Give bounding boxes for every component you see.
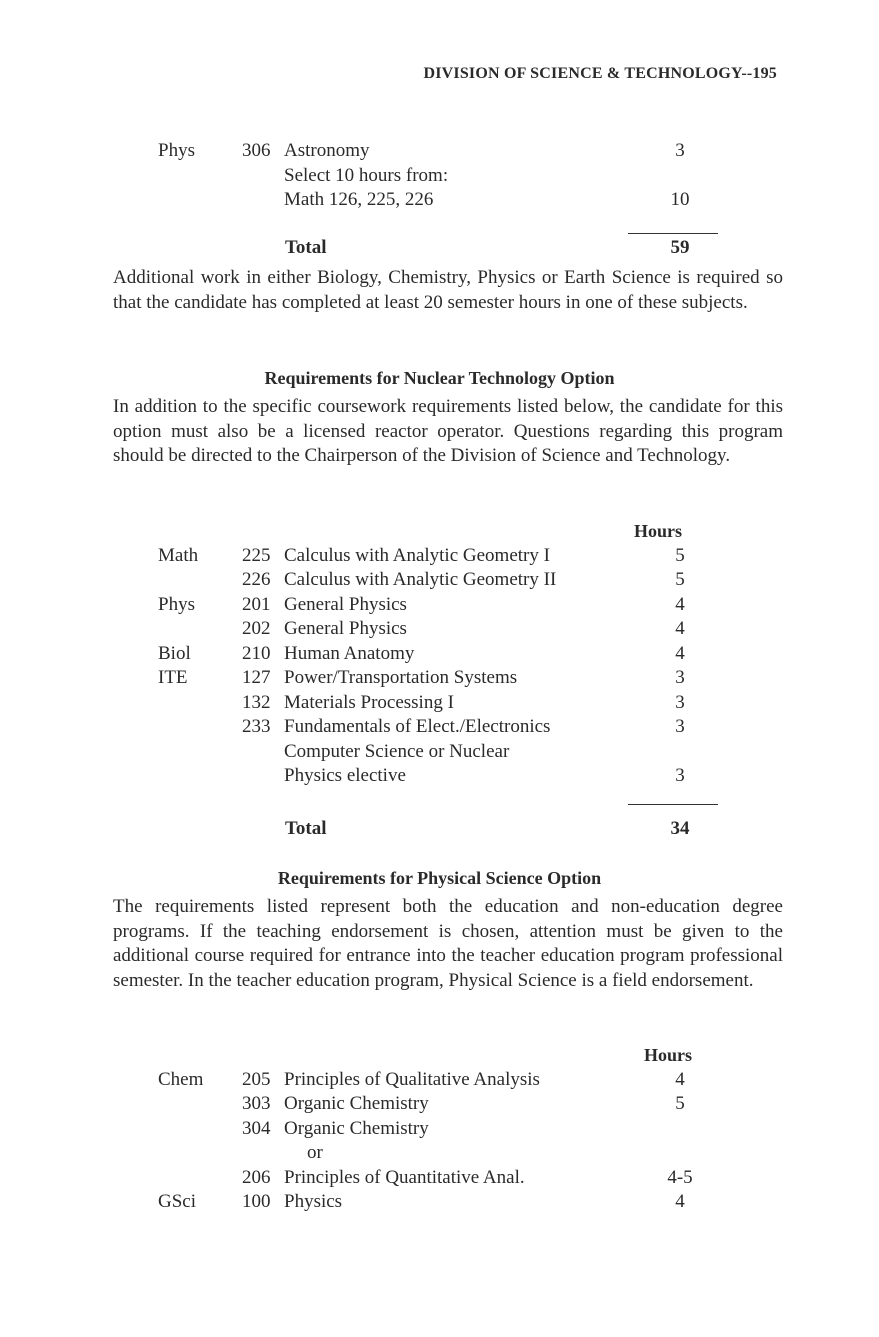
course-title: Principles of Quantitative Anal. (284, 1166, 525, 1188)
physical-course-table (0, 1043, 879, 1215)
course-title: Materials Processing I (284, 691, 454, 713)
table-row (0, 715, 879, 740)
course-number: 226 (242, 569, 271, 590)
course-hours: 3 (675, 716, 685, 737)
course-dept: ITE (158, 667, 188, 688)
total-rule (628, 804, 718, 805)
hours-column-header: Hours (644, 1045, 693, 1065)
course-hours: 10 (670, 189, 690, 210)
course-dept: Biol (158, 642, 191, 664)
table-row (0, 188, 879, 213)
course-title: Astronomy (284, 140, 370, 161)
total-label: Total (285, 818, 327, 839)
table-row (0, 666, 879, 691)
table-row (0, 691, 879, 716)
table-row (0, 164, 879, 189)
course-number: 233 (242, 716, 271, 737)
course-number: 306 (242, 140, 271, 161)
course-hours: 4 (675, 593, 685, 615)
course-title: Principles of Qualitative Analysis (284, 1068, 540, 1090)
course-title: Select 10 hours from: (284, 164, 449, 186)
course-hours: 4 (675, 642, 685, 664)
course-hours: 4-5 (667, 1166, 693, 1188)
course-number: 303 (242, 1093, 271, 1114)
course-hours: 3 (675, 765, 685, 786)
table-row (0, 1092, 879, 1117)
course-hours: 4 (675, 1191, 685, 1212)
table-row (0, 1117, 879, 1142)
course-hours: 3 (675, 691, 685, 713)
course-title: or (307, 1142, 323, 1163)
course-hours: 5 (675, 569, 685, 590)
table-row (0, 593, 879, 618)
table-row (0, 1141, 879, 1166)
table-row (0, 1166, 879, 1191)
course-number: 202 (242, 618, 271, 639)
table-row (0, 764, 879, 789)
table-row (0, 1068, 879, 1093)
table-header-row (0, 519, 879, 544)
course-hours: 3 (675, 667, 685, 688)
table-row (0, 617, 879, 642)
course-dept: Math (158, 544, 199, 566)
physical-option-heading: Requirements for Physical Science Option (277, 868, 602, 888)
course-table-continued (0, 139, 879, 213)
course-title: Physics elective (284, 765, 406, 786)
course-title: Math 126, 225, 226 (284, 189, 434, 210)
course-title: Human Anatomy (284, 642, 415, 664)
course-title: Computer Science or Nuclear (284, 740, 510, 762)
nuclear-intro-paragraph: In addition to the specific coursework requirements listed below, the candidate for this option must also be a licensed reactor operator. Questions regarding this program should be directed to the Chairperson of the Division of Science and Technology. (113, 396, 783, 466)
course-number: 132 (242, 691, 271, 713)
course-title: Organic Chemistry (284, 1117, 429, 1139)
additional-work-paragraph: Additional work in either Biology, Chemistry, Physics or Earth Science is required so that the candidate has completed at least 20 semester hours in one of these subjects. (113, 267, 783, 313)
course-dept: Phys (158, 140, 195, 161)
total-label: Total (285, 237, 327, 258)
course-dept: Phys (158, 593, 195, 615)
table-row (0, 544, 879, 569)
course-dept: GSci (158, 1191, 196, 1212)
course-number: 206 (242, 1166, 271, 1188)
hours-column-header: Hours (634, 521, 683, 541)
total-rule (628, 233, 718, 234)
table-row (0, 740, 879, 765)
course-hours: 4 (675, 618, 685, 639)
course-number: 205 (242, 1068, 271, 1090)
course-title: Physics (284, 1191, 343, 1212)
table-row (0, 642, 879, 667)
course-title: General Physics (284, 618, 407, 639)
course-title: Power/Transportation Systems (284, 667, 518, 688)
course-hours: 5 (675, 544, 685, 566)
course-hours: 4 (675, 1068, 685, 1090)
course-title: Fundamentals of Elect./Electronics (284, 716, 551, 737)
total-hours: 59 (670, 237, 690, 258)
course-number: 201 (242, 593, 271, 615)
course-title: General Physics (284, 593, 407, 615)
course-title: Calculus with Analytic Geometry II (284, 569, 557, 590)
course-hours: 5 (675, 1093, 685, 1114)
total-row (0, 236, 879, 261)
table-row (0, 568, 879, 593)
course-number: 225 (242, 544, 271, 566)
table-row (0, 1190, 879, 1215)
nuclear-course-table (0, 519, 879, 789)
table-header-row (0, 1043, 879, 1068)
course-title: Calculus with Analytic Geometry I (284, 544, 550, 566)
course-number: 127 (242, 667, 271, 688)
course-title: Organic Chemistry (284, 1093, 429, 1114)
total-row (0, 817, 879, 842)
physical-intro-paragraph: The requirements listed represent both the education and non-education degree programs. If the teaching endorsement is chosen, attention must be given to the additional course required for entrance into the teacher education program professional semester. In the teacher education program, Physical Science is a field endorsement. (113, 896, 783, 991)
course-dept: Chem (158, 1068, 204, 1090)
course-hours: 3 (675, 140, 685, 161)
course-number: 304 (242, 1117, 271, 1139)
nuclear-option-heading: Requirements for Nuclear Technology Option (264, 368, 615, 388)
total-hours: 34 (670, 818, 690, 839)
course-number: 210 (242, 642, 271, 664)
course-number: 100 (242, 1191, 271, 1212)
running-head: DIVISION OF SCIENCE & TECHNOLOGY--195 (423, 65, 777, 82)
table-row (0, 139, 879, 164)
